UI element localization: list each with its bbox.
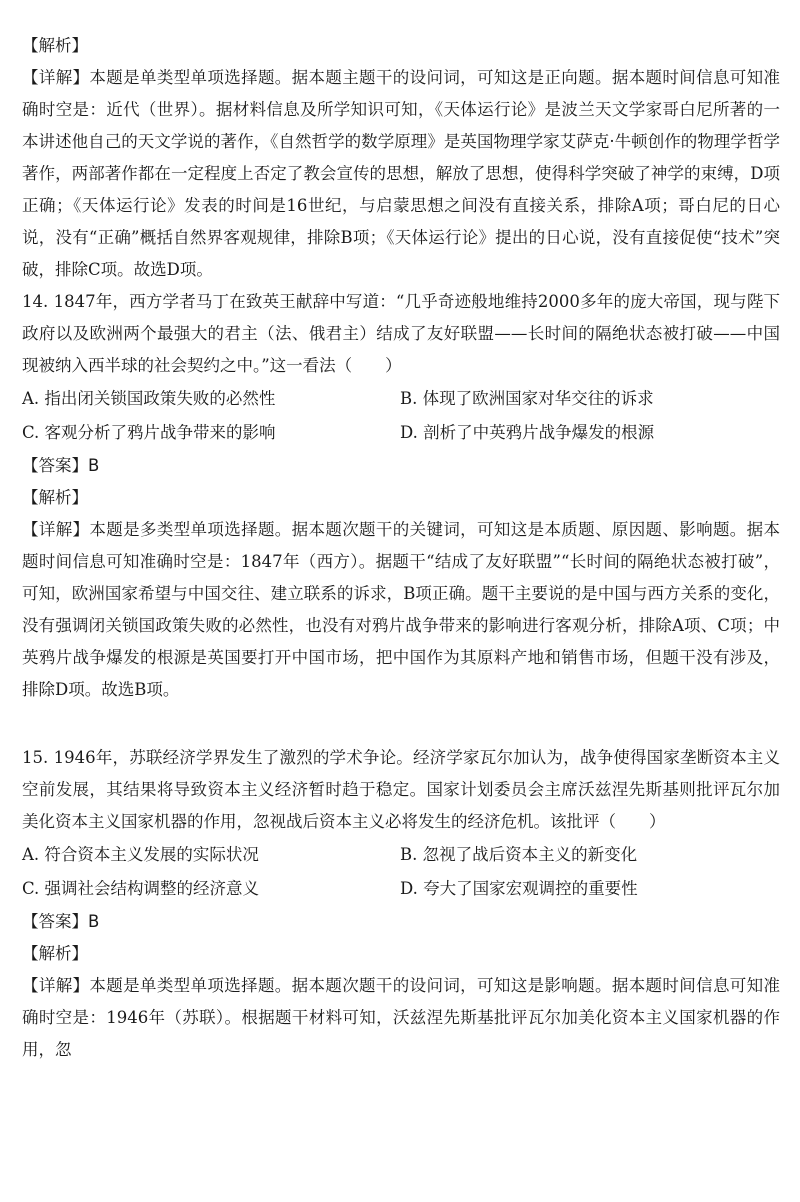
detail-text: 本题是单类型单项选择题。据本题主题干的设问词，可知这是正向题。据本题时间信息可知准确时空是：近代（世界）。据材料信息及所学知识可知，《天体运行论》是波兰天文学家哥白尼所著的一本讲述他自己的天文学说的著作，《自然哲学的数学原理》是英国物理学家艾萨克·牛顿创作的物理学哲学著作，两部著作都在一定程度上否定了教会宣传的思想，解放了思想，使得科学突破了神学的束缚，D项正确；《天体运行论》发表的时间是16世纪，与启蒙思想之间没有直接关系，排除A项；哥白尼的日心说，没有“正确”概括自然界客观规律，排除B项；《天体运行论》提出的日心说，没有直接促使“技术”突破，排除C项。故选D项。 [22, 68, 781, 279]
analysis-tag: 【解析】 [22, 488, 88, 507]
analysis-tag: 【解析】 [22, 944, 88, 963]
spacer [22, 706, 780, 742]
detail-paragraph [22, 62, 780, 286]
answer-line: 【答案】B [22, 456, 100, 475]
option-c: C. 客观分析了鸦片战争带来的影响 [22, 423, 276, 442]
detail-tag: 【详解】 [22, 976, 90, 995]
option-d: D. 夸大了国家宏观调控的重要性 [400, 879, 638, 898]
detail-tag: 【详解】 [22, 68, 90, 87]
question-14-options [22, 382, 780, 450]
question-14-stem: 14. 1847年，西方学者马丁在致英王献辞中写道：“几乎奇迹般地维持2000多年的庞大帝国，现与陛下政府以及欧洲两个最强大的君主（法、俄君主）结成了友好联盟——长时间的隔绝状态被打破——中国现被纳入西半球的社会契约之中。”这一看法（ ） [22, 292, 780, 375]
document-page [22, 30, 780, 1066]
question-15-options [22, 838, 780, 906]
answer-line: 【答案】B [22, 912, 100, 931]
option-d: D. 剖析了中英鸦片战争爆发的根源 [400, 423, 655, 442]
detail-text: 本题是单类型单项选择题。据本题次题干的设问词，可知这是影响题。据本题时间信息可知准确时空是：1946年（苏联）。根据题干材料可知，沃兹涅先斯基批评瓦尔加美化资本主义国家机器的作用，忽 [22, 976, 781, 1059]
question-15-stem: 15. 1946年，苏联经济学界发生了激烈的学术争论。经济学家瓦尔加认为，战争使得国家垄断资本主义空前发展，其结果将导致资本主义经济暂时趋于稳定。国家计划委员会主席沃兹涅先斯基则批评瓦尔加美化资本主义国家机器的作用，忽视战后资本主义必将发生的经济危机。该批评（ ） [22, 748, 780, 831]
option-b: B. 忽视了战后资本主义的新变化 [400, 845, 638, 864]
option-c: C. 强调社会结构调整的经济意义 [22, 879, 260, 898]
detail-text: 本题是多类型单项选择题。据本题次题干的关键词，可知这是本质题、原因题、影响题。据本题时间信息可知准确时空是：1847年（西方）。据题干“结成了友好联盟”“长时间的隔绝状态被打破”，可知，欧洲国家希望与中国交往、建立联系的诉求，B项正确。题干主要说的是中国与西方关系的变化，没有强调闭关锁国政策失败的必然性，也没有对鸦片战争带来的影响进行客观分析，排除A项、C项；中英鸦片战争爆发的根源是英国要打开中国市场，把中国作为其原料产地和销售市场，但题干没有涉及，排除D项。故选B项。 [22, 520, 781, 699]
detail-paragraph [22, 514, 780, 706]
option-a: A. 指出闭关锁国政策失败的必然性 [22, 389, 276, 408]
analysis-tag: 【解析】 [22, 36, 88, 55]
option-b: B. 体现了欧洲国家对华交往的诉求 [400, 389, 654, 408]
option-a: A. 符合资本主义发展的实际状况 [22, 845, 259, 864]
detail-tag: 【详解】 [22, 520, 90, 539]
detail-paragraph [22, 970, 780, 1066]
